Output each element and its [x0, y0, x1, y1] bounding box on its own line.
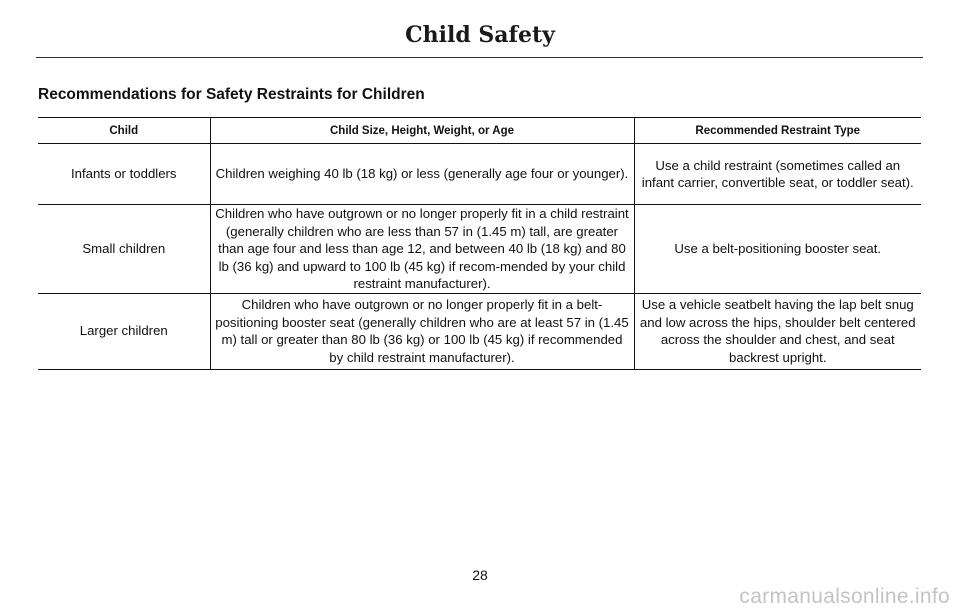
table-row — [38, 205, 921, 294]
table-cell-child-size: Children who have outgrown or no longer properly fit in a child restraint (generally children who are less than 57 in (1.45 m) tall, are greater than age four and less than age 12, and between 40 lb (18 kg) and 80 lb (36 kg) and upward to 100 lb (45 kg) if recom-mended by your child restraint manufacturer). — [210, 205, 634, 294]
table-header-row — [38, 118, 921, 144]
page-number: 28 — [472, 567, 488, 583]
table-cell-child: Infants or toddlers — [38, 144, 210, 205]
table-cell-restraint-type: Use a vehicle seatbelt having the lap belt snug and low across the hips, shoulder belt centered across the shoulder and chest, and seat backrest upright. — [634, 293, 921, 369]
column-header-restraint-type: Recommended Restraint Type — [634, 118, 921, 144]
table-cell-child: Small children — [38, 205, 210, 294]
table-row — [38, 293, 921, 369]
restraint-recommendations-table — [38, 117, 921, 370]
header-divider — [36, 57, 923, 58]
section-heading: Recommendations for Safety Restraints for Children — [38, 86, 425, 103]
table-cell-child: Larger children — [38, 293, 210, 369]
column-header-child: Child — [38, 118, 210, 144]
watermark-text: carmanualsonline.info — [739, 585, 950, 608]
page-header-title: Child Safety — [405, 22, 555, 48]
table-cell-child-size: Children who have outgrown or no longer properly fit in a belt-positioning booster seat (generally children who are at least 57 in (1.45 m) tall or greater than 80 lb (36 kg) or 100 lb (45 kg) if recommended by child restraint manufacturer). — [210, 293, 634, 369]
table-row — [38, 144, 921, 205]
table-cell-child-size: Children weighing 40 lb (18 kg) or less (generally age four or younger). — [210, 144, 634, 205]
table-cell-restraint-type: Use a child restraint (sometimes called an infant carrier, convertible seat, or toddler seat). — [634, 144, 921, 205]
table-cell-restraint-type: Use a belt-positioning booster seat. — [634, 205, 921, 294]
column-header-child-size: Child Size, Height, Weight, or Age — [210, 118, 634, 144]
